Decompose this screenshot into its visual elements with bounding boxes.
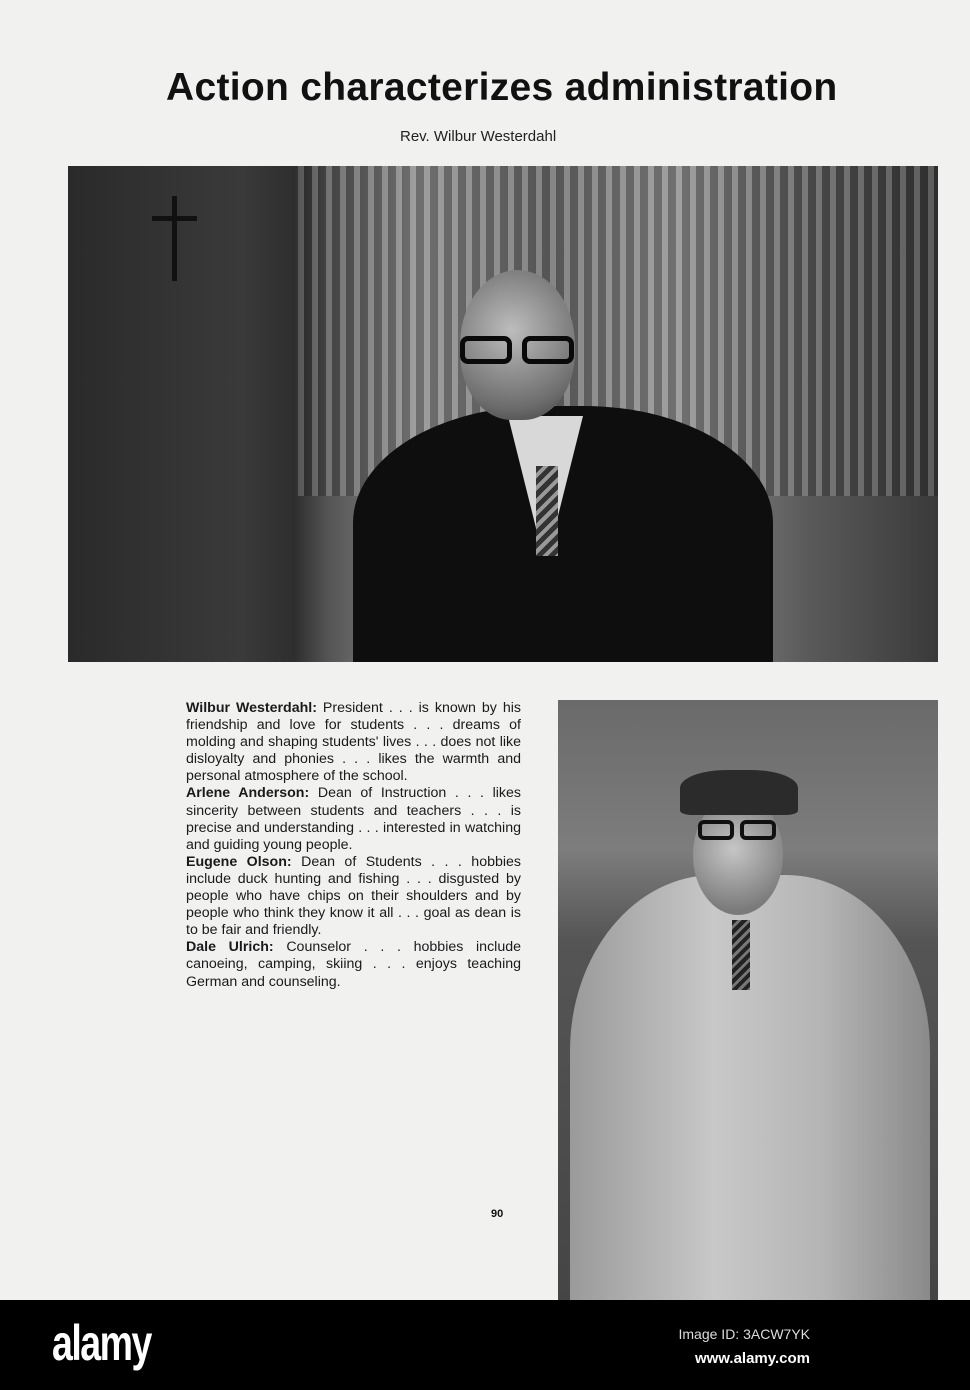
bio-paragraph: [186, 939, 521, 990]
bio-paragraph: [186, 700, 521, 785]
bio-text: Counselor . . . hobbies include canoeing, camping, skiing . . . enjoys teaching German and counseling.: [186, 939, 521, 990]
image-id: Image ID: 3ACW7YK: [678, 1326, 810, 1342]
bio-text-block: [186, 700, 521, 991]
crucifix-bar: [152, 216, 197, 221]
crucifix: [172, 196, 177, 281]
bio-text: President . . . is known by his friendship and love for students . . . dreams of molding and shaping students' lives . . . does not like disloyalty and phonies . . . likes the warmth and personal atmosphere of the school.: [186, 700, 521, 785]
bio-name: Dale Ulrich:: [186, 939, 274, 956]
tie: [732, 920, 750, 990]
bio-paragraph: [186, 785, 521, 853]
bio-text: Dean of Students . . . hobbies include duck hunting and fishing . . . disgusted by people who have chips on their shoulders and by people who think they know it all . . . goal as dean is to be fair and friendly.: [186, 853, 522, 939]
overcoat: [570, 875, 930, 1300]
site-url: www.alamy.com: [694, 1350, 810, 1367]
photo-caption: Rev. Wilbur Westerdahl: [400, 128, 557, 145]
president-portrait-photo: [68, 166, 938, 662]
watermark-bar: [0, 1300, 970, 1390]
bio-name: Arlene Anderson:: [186, 785, 310, 802]
bio-paragraph: [186, 854, 521, 939]
page-number: 90: [491, 1208, 504, 1220]
tie: [536, 466, 558, 556]
alamy-logo: alamy: [52, 1315, 151, 1371]
hat: [680, 770, 798, 815]
bio-text: Dean of Instruction . . . likes sincerity between students and teachers . . . is precise and understanding . . . interested in watching and guiding young people.: [186, 785, 522, 853]
page-title: Action characterizes administration: [166, 66, 838, 109]
man-in-overcoat-photo: [558, 700, 938, 1300]
glasses: [460, 336, 585, 366]
bio-name: Wilbur Westerdahl:: [186, 700, 317, 716]
bio-name: Eugene Olson:: [186, 853, 292, 870]
